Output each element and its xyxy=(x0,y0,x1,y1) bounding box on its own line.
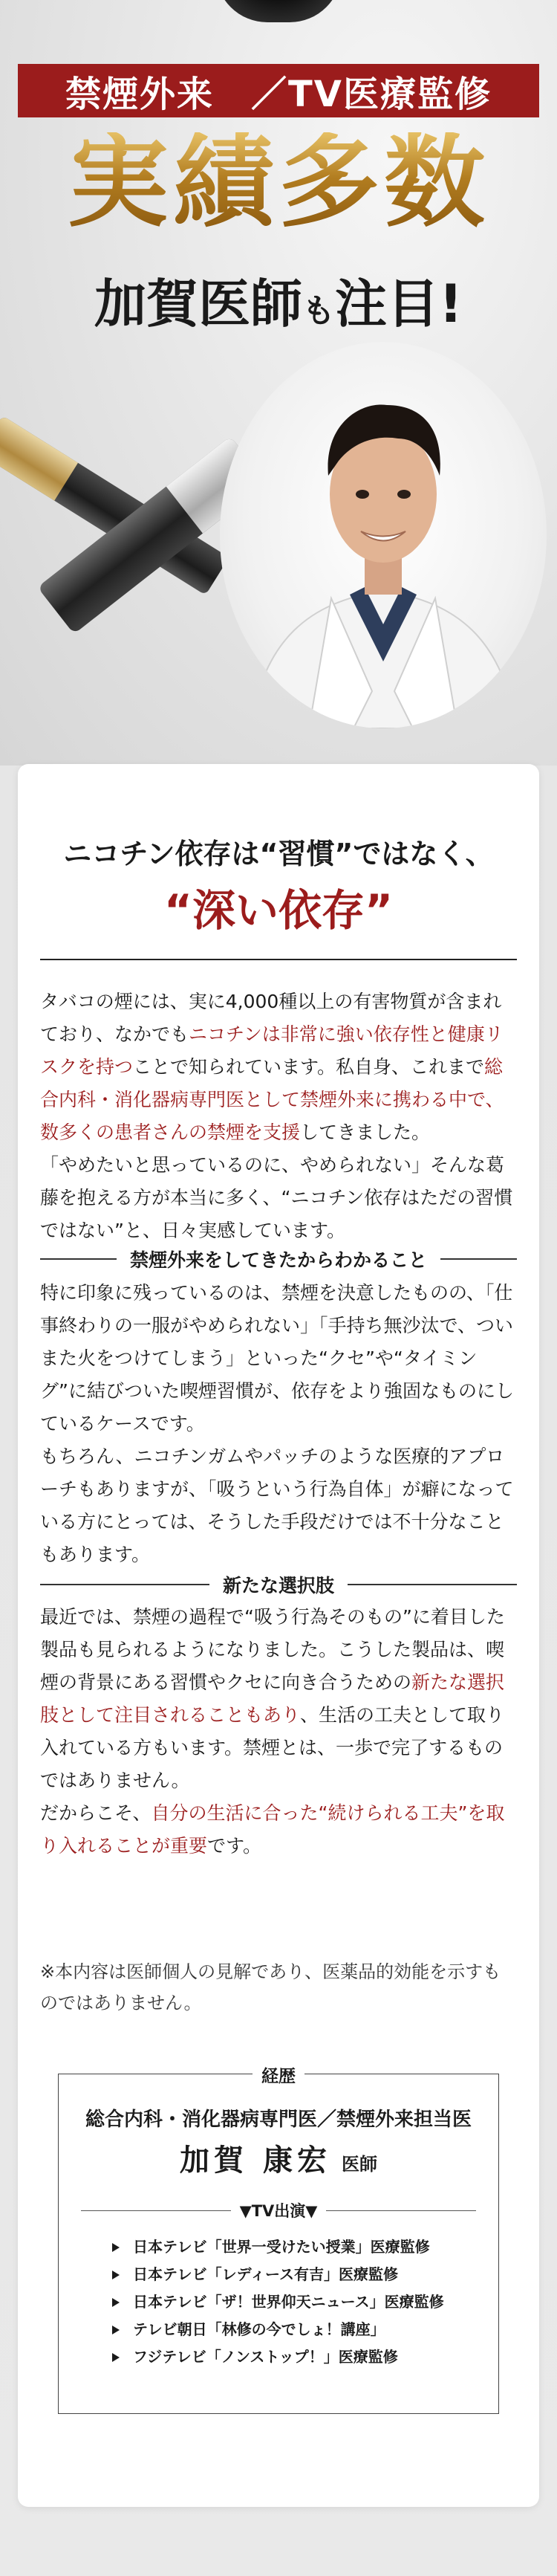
hero-subtitle xyxy=(0,274,557,334)
triangle-bullet-icon xyxy=(112,2298,120,2307)
option-highlight: 新たな選択肢として注目されることもあり xyxy=(40,1672,505,1726)
hero-subtitle-end: 注目! xyxy=(335,274,463,334)
top-decoration xyxy=(215,0,342,22)
intro-text: してきました。 xyxy=(300,1122,431,1143)
tv-item-label: 日本テレビ「世界一受けたい授業」医療監修 xyxy=(133,2238,430,2256)
list-item xyxy=(112,2316,469,2343)
hero-section xyxy=(0,0,557,766)
intro-paragraph xyxy=(40,986,515,1149)
career-box xyxy=(58,2067,499,2414)
hero-banner xyxy=(18,64,539,117)
doctor-illustration xyxy=(220,342,547,728)
hero-banner-text: 禁煙外来 ／TV医療監修 xyxy=(65,73,492,115)
triangle-bullet-icon xyxy=(112,2271,120,2279)
article-headline-emphasis: “深い依存” xyxy=(163,885,394,936)
career-role: 総合内科・消化器病専門医／禁煙外来担当医 xyxy=(85,2109,472,2131)
triangle-bullet-icon xyxy=(112,2326,120,2334)
intro-highlight: 総合内科・消化器病専門医として禁煙外来に携わる中で、数多くの患者さんの禁煙を支援 xyxy=(40,1056,504,1143)
new-option-paragraph-2 xyxy=(40,1797,515,1863)
tv-heading xyxy=(81,2199,476,2221)
option-text: です。 xyxy=(207,1835,262,1857)
hero-subtitle-main: 加賀医師 xyxy=(94,274,303,334)
doctor-photo xyxy=(220,342,547,728)
tv-appearance-list xyxy=(112,2233,469,2371)
career-name xyxy=(59,2137,498,2179)
hero-title: 実績多数 xyxy=(0,132,557,233)
triangle-bullet-icon xyxy=(112,2243,120,2252)
option-highlight: 自分の生活に合った“続けられる工夫”を取り入れることが重要 xyxy=(40,1802,505,1857)
option-text: だからこそ、 xyxy=(40,1802,152,1824)
list-item xyxy=(112,2233,469,2261)
new-option-paragraph-1 xyxy=(40,1601,515,1797)
tv-item-label: フジテレビ「ノンストップ！」医療監修 xyxy=(133,2348,398,2366)
list-item xyxy=(112,2288,469,2316)
option-text: 最近では、禁煙の過程で“吸う行為そのもの”に着目した製品も見られるようになりました。こうした製品は、喫煙の背景にある習慣やクセに向き合うための xyxy=(40,1606,505,1693)
article-card xyxy=(18,764,539,2507)
doctor-name: 加賀 康宏 xyxy=(180,2143,331,2178)
hero-subtitle-particle: も xyxy=(302,292,336,330)
section-heading-label: 新たな選択肢 xyxy=(223,1575,335,1596)
section-heading-new-option xyxy=(40,1570,517,1599)
career-title xyxy=(59,2062,498,2087)
experience-paragraph-2: もちろん、ニコチンガムやパッチのような医療的アプローチもありますが、「吸うという行為自体」が癖になっている方にとっては、そうした手段だけでは不十分なこともあります。 xyxy=(40,1446,514,1565)
tv-item-label: 日本テレビ「ザ！世界仰天ニュース」医療監修 xyxy=(133,2293,444,2311)
tv-heading-label: ▼TV出演▼ xyxy=(239,2202,318,2220)
intro-text: ことで知られています。私自身、これまで xyxy=(133,1056,485,1078)
headline-divider xyxy=(40,959,517,960)
doctor-title: 医師 xyxy=(341,2154,377,2175)
experience-paragraph-1: 特に印象に残っているのは、禁煙を決意したものの、「仕事終わりの一服がやめられない」「手持ち無沙汰で、ついまた火をつけてしまう」といった“クセ”や“タイミング”に結びついた喫煙習慣が、依存をより強固なものにしているケースです。 xyxy=(40,1282,514,1434)
section-heading-label: 禁煙外来をしてきたからわかること xyxy=(130,1249,428,1271)
article-headline: ニコチン依存は“習慣”ではなく、 xyxy=(63,838,494,870)
list-item xyxy=(112,2343,469,2371)
intro-highlight: ニコチンは非常に強い依存性と健康リスクを持つ xyxy=(40,1023,504,1078)
list-item xyxy=(112,2261,469,2288)
career-title-text: 経歴 xyxy=(253,2067,304,2086)
triangle-bullet-icon xyxy=(112,2353,120,2362)
intro-text: タバコの煙には、実に4,000種以上の有害物質が含まれており、なかでも xyxy=(40,991,502,1045)
intro-paragraph-2: 「やめたいと思っているのに、やめられない」そんな葛藤を抱える方が本当に多く、“ニコチン依存はただの習慣ではない”と、日々実感しています。 xyxy=(40,1154,513,1241)
tv-item-label: テレビ朝日「林修の今でしょ！講座」 xyxy=(133,2320,385,2338)
option-text: 、生活の工夫として取り入れている方もいます。禁煙とは、一歩で完了するものではありません。 xyxy=(40,1704,505,1791)
disclaimer-note: ※本内容は医師個人の見解であり、医薬品的効能を示すものではありません。 xyxy=(40,1961,501,2013)
section-heading-experience xyxy=(40,1244,517,1274)
tv-item-label: 日本テレビ「レディース有吉」医療監修 xyxy=(133,2265,398,2283)
